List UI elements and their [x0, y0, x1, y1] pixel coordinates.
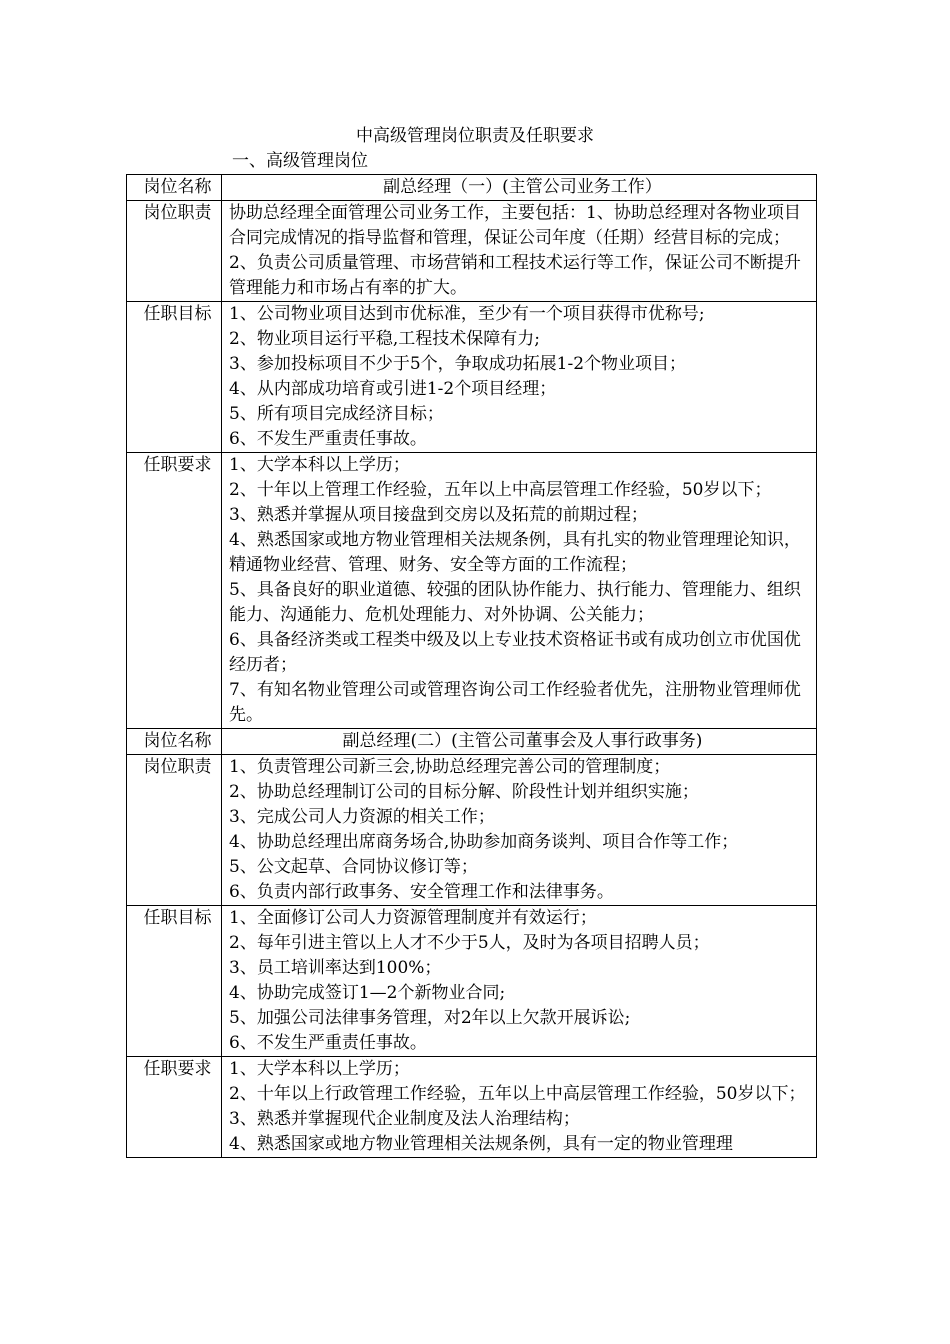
row-content — [222, 201, 817, 302]
row-content — [222, 302, 817, 453]
row-content — [222, 906, 817, 1057]
content-line: 2、协助总经理制订公司的目标分解、阶段性计划并组织实施； — [229, 782, 699, 802]
content-line: 5、公文起草、合同协议修订等； — [229, 857, 478, 877]
row-content — [222, 453, 817, 729]
table-row — [127, 175, 817, 201]
content-line: 副总经理(二）(主管公司董事会及人事行政事务) — [342, 731, 703, 751]
table-row — [127, 302, 817, 453]
content-line: 3、完成公司人力资源的相关工作； — [229, 807, 495, 827]
row-label: 岗位名称 — [127, 729, 222, 755]
content-line: 4、协助完成签订1—2个新物业合同; — [229, 983, 506, 1003]
document-title: 中高级管理岗位职责及任职要求 — [356, 126, 594, 146]
content-line: 4、协助总经理出席商务场合,协助参加商务谈判、项目合作等工作； — [229, 832, 739, 852]
row-label: 任职要求 — [127, 1057, 222, 1158]
table-row — [127, 1057, 817, 1158]
content-line: 5、加强公司法律事务管理，对2年以上欠款开展诉讼; — [229, 1008, 631, 1028]
content-line: 7、有知名物业管理公司或管理咨询公司工作经验者优先，注册物业管理师优先。 — [229, 680, 801, 725]
row-content — [222, 729, 817, 755]
row-content — [222, 755, 817, 906]
content-line: 4、熟悉国家或地方物业管理相关法规条例，具有一定的物业管理理 — [229, 1134, 733, 1154]
row-label: 任职要求 — [127, 453, 222, 729]
section-heading: 一、高级管理岗位 — [232, 151, 368, 171]
table-row — [127, 755, 817, 906]
content-line: 1、大学本科以上学历； — [229, 1059, 410, 1079]
row-content — [222, 1057, 817, 1158]
content-line: 3、熟悉并掌握从项目接盘到交房以及拓荒的前期过程； — [229, 505, 648, 525]
content-line: 3、参加投标项目不少于5个，争取成功拓展1-2个物业项目； — [229, 354, 687, 374]
content-line: 3、员工培训率达到100%； — [229, 958, 442, 978]
content-line: 2、每年引进主管以上人才不少于5人，及时为各项目招聘人员； — [229, 933, 710, 953]
table-body — [127, 175, 817, 1158]
table-row — [127, 201, 817, 302]
row-content — [222, 175, 817, 201]
row-label: 岗位名称 — [127, 175, 222, 201]
content-line: 3、熟悉并掌握现代企业制度及法人治理结构； — [229, 1109, 580, 1129]
row-label: 岗位职责 — [127, 201, 222, 302]
content-line: 1、公司物业项目达到市优标准，至少有一个项目获得市优称号; — [229, 304, 705, 324]
content-line: 6、负责内部行政事务、安全管理工作和法律事务。 — [229, 882, 614, 902]
content-line: 4、从内部成功培育或引进1-2个项目经理； — [229, 379, 557, 399]
content-line: 5、所有项目完成经济目标； — [229, 404, 444, 424]
content-line: 6、不发生严重责任事故。 — [229, 1033, 427, 1053]
content-line: 6、不发生严重责任事故。 — [229, 429, 427, 449]
content-line: 副总经理（一）(主管公司业务工作） — [383, 177, 662, 197]
content-line: 5、具备良好的职业道德、较强的团队协作能力、执行能力、管理能力、组织能力、沟通能力、危机处理能力、对外协调、公关能力； — [229, 580, 801, 625]
table-row — [127, 453, 817, 729]
job-duties-table — [126, 174, 817, 1158]
row-label: 任职目标 — [127, 302, 222, 453]
content-line: 2、十年以上管理工作经验，五年以上中高层管理工作经验，50岁以下； — [229, 480, 772, 500]
content-line: 2、十年以上行政管理工作经验，五年以上中高层管理工作经验，50岁以下； — [229, 1084, 806, 1104]
table-row — [127, 906, 817, 1057]
row-label: 任职目标 — [127, 906, 222, 1057]
content-line: 协助总经理全面管理公司业务工作，主要包括：1、协助总经理对各物业项目合同完成情况的指导监督和管理，保证公司年度（任期）经营目标的完成；2、负责公司质量管理、市场营销和工程技术运行等工作，保证公司不断提升管理能力和市场占有率的扩大。 — [229, 203, 801, 298]
content-line: 2、物业项目运行平稳,工程技术保障有力; — [229, 329, 540, 349]
content-line: 4、熟悉国家或地方物业管理相关法规条例，具有扎实的物业管理理论知识，精通物业经营、管理、财务、安全等方面的工作流程； — [229, 530, 801, 575]
table-row — [127, 729, 817, 755]
content-line: 6、具备经济类或工程类中级及以上专业技术资格证书或有成功创立市优国优经历者； — [229, 630, 801, 675]
content-line: 1、负责管理公司新三会,协助总经理完善公司的管理制度； — [229, 757, 671, 777]
content-line: 1、全面修订公司人力资源管理制度并有效运行； — [229, 908, 597, 928]
content-line: 1、大学本科以上学历； — [229, 455, 410, 475]
row-label: 岗位职责 — [127, 755, 222, 906]
